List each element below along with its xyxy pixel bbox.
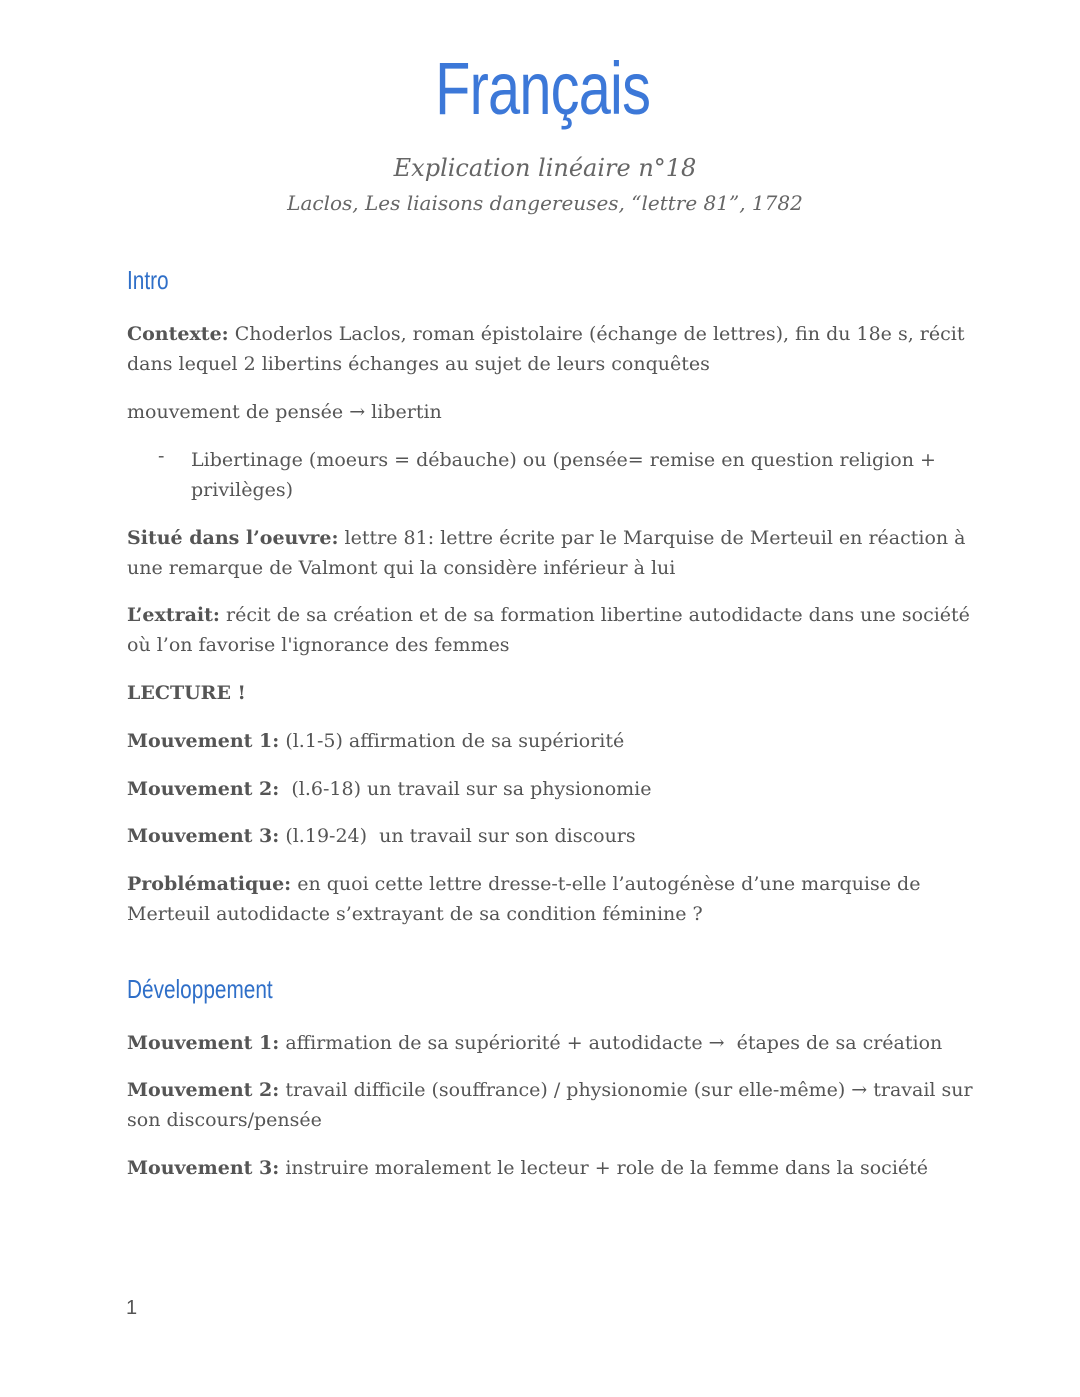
- document-subtitle: Explication linéaire n°18: [393, 154, 697, 182]
- libertinage-bullet-text: Libertinage (moeurs = débauche) ou (pensée= remise en question religion + privilèges): [191, 449, 936, 501]
- document-title: Français: [435, 47, 651, 130]
- contexte-label: Contexte:: [127, 323, 229, 345]
- contexte-text: Choderlos Laclos, roman épistolaire (échange de lettres), fin du 18e s, récit dans lequel 2 libertins échanges au sujet de leurs conquêtes: [127, 323, 965, 375]
- dev-mvt2-label: Mouvement 2:: [127, 1079, 280, 1101]
- intro-mvt1-text: (l.1-5) affirmation de sa supériorité: [279, 730, 625, 752]
- intro-mvt3-text: (l.19-24) un travail sur son discours: [279, 825, 636, 847]
- dev-mouvement-1: [127, 1028, 977, 1058]
- intro-mvt2-text: (l.6-18) un travail sur sa physionomie: [279, 778, 652, 800]
- situe-paragraph: [127, 523, 977, 583]
- dev-mvt3-text: instruire moralement le lecteur + role de la femme dans la société: [279, 1157, 929, 1179]
- dev-mvt1-label: Mouvement 1:: [127, 1032, 280, 1054]
- problematique-text: en quoi cette lettre dresse-t-elle l’autogénèse d’une marquise de Merteuil autodidacte s’extrayant de sa condition féminine ?: [127, 873, 921, 925]
- dev-mouvement-3: [127, 1153, 977, 1183]
- lecture-label: LECTURE !: [127, 682, 246, 704]
- intro-heading: Intro: [127, 265, 169, 295]
- dev-mvt3-label: Mouvement 3:: [127, 1157, 280, 1179]
- bullet-marker: -: [158, 445, 165, 467]
- extrait-label: L’extrait:: [127, 604, 220, 626]
- developpement-heading: Développement: [127, 974, 273, 1004]
- intro-mvt1-label: Mouvement 1:: [127, 730, 280, 752]
- intro-mvt3-label: Mouvement 3:: [127, 825, 280, 847]
- intro-mouvement-3: [127, 821, 977, 851]
- dev-mouvement-2: [127, 1075, 977, 1135]
- dev-mvt1-text: affirmation de sa supériorité + autodidacte → étapes de sa création: [279, 1032, 943, 1054]
- problematique-label: Problématique:: [127, 873, 292, 895]
- intro-mouvement-1: [127, 726, 977, 756]
- document-reference: Laclos, Les liaisons dangereuses, “lettre 81”, 1782: [287, 191, 803, 215]
- situe-label: Situé dans l’oeuvre:: [127, 527, 339, 549]
- situe-text: lettre 81: lettre écrite par le Marquise de Merteuil en réaction à une remarque de Valmont qui la considère inférieur à lui: [127, 527, 966, 579]
- lecture-paragraph: [127, 678, 977, 708]
- intro-mvt2-label: Mouvement 2:: [127, 778, 280, 800]
- problematique-paragraph: [127, 869, 977, 929]
- page-number: 1: [126, 1297, 138, 1319]
- contexte-paragraph: [127, 319, 977, 379]
- extrait-paragraph: [127, 600, 977, 660]
- dev-mvt2-text: travail difficile (souffrance) / physionomie (sur elle-même) → travail sur son discours/pensée: [127, 1079, 973, 1131]
- extrait-text: récit de sa création et de sa formation libertine autodidacte dans une société où l’on favorise l'ignorance des femmes: [127, 604, 970, 656]
- mouvement-pensee-paragraph: mouvement de pensée → libertin: [127, 401, 442, 423]
- intro-mouvement-2: [127, 774, 977, 804]
